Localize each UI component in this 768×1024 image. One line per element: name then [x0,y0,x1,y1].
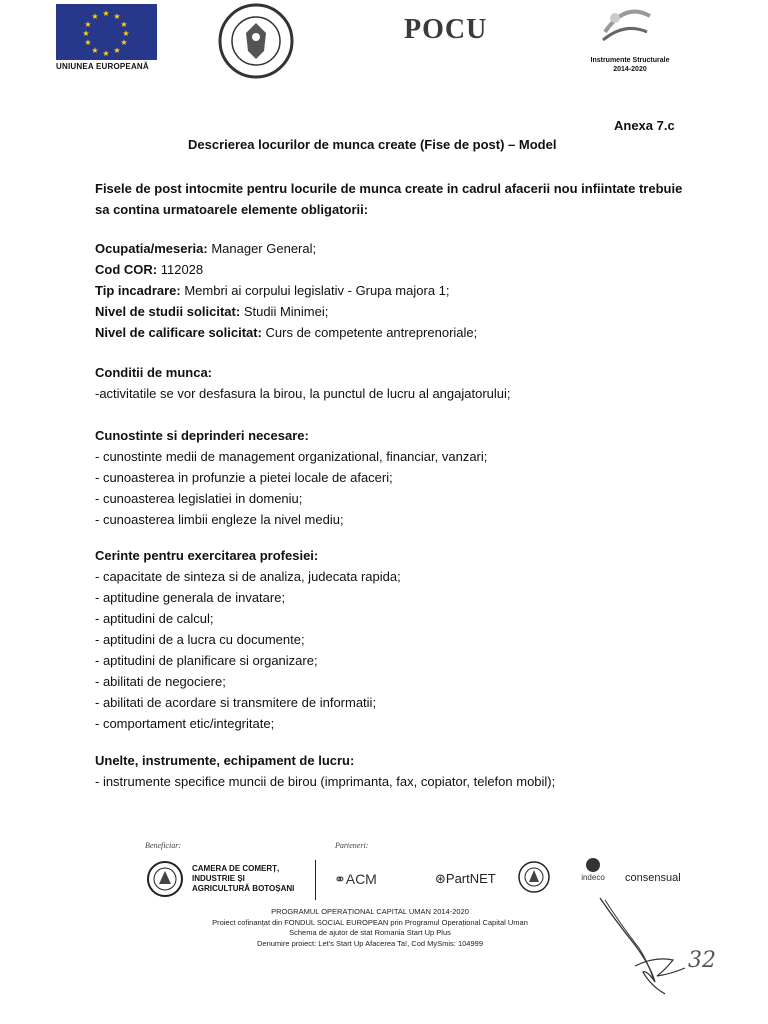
pocu-logo: POCU [404,14,488,45]
field-label: Tip incadrare: [95,283,181,298]
svg-text:★: ★ [113,46,121,55]
list-item: - aptitudini de calcul; [95,611,214,626]
program-info [160,907,580,949]
partner-seal-logo [517,860,551,894]
list-item: - cunoasterea legislatiei in domeniu; [95,491,303,506]
field-value: Studii Minimei; [240,304,329,319]
svg-text:★: ★ [84,38,92,47]
field-value: Membri ai corpului legislativ - Grupa majora 1; [180,283,450,298]
field-employment-type [95,280,735,301]
svg-text:★: ★ [91,12,99,21]
partner-acm-logo [334,871,377,888]
field-occupation [95,238,735,259]
field-qualification-level [95,322,735,343]
beneficiary-name [192,864,294,894]
list-item: - abilitati de negociere; [95,674,226,689]
section-heading: Cunostinte si deprinderi necesare: [95,428,309,443]
handwritten-signature [595,890,725,1000]
job-fields [95,238,735,343]
partners-label: Parteneri: [335,841,369,850]
field-label: Nivel de studii solicitat: [95,304,241,319]
field-label: Ocupatia/meseria: [95,241,208,256]
beneficiary-label: Beneficiar: [145,841,181,850]
page-number: 32 [688,948,716,973]
field-label: Cod COR: [95,262,158,277]
partner-name: ACM [345,871,377,887]
svg-text:★: ★ [102,9,110,18]
svg-text:★: ★ [91,46,99,55]
svg-text:★: ★ [84,20,92,29]
list-item: - capacitate de sinteza si de analiza, judecata rapida; [95,569,401,584]
svg-text:★: ★ [82,29,90,38]
field-cor-code [95,259,735,280]
beneficiary-name-line: INDUSTRIE ȘI [192,874,245,883]
list-item: - aptitudine generala de invatare; [95,590,286,605]
svg-text:★: ★ [120,20,128,29]
svg-text:★: ★ [102,49,110,58]
chamber-of-commerce-seal [146,860,184,898]
partnet-icon: ⊛ [435,871,446,886]
structural-instruments-years: 2014-2020 [613,66,647,73]
svg-text:★: ★ [113,12,121,21]
field-value: Manager General; [207,241,317,256]
section-knowledge [95,425,735,530]
footer-divider [315,860,316,900]
list-item: - instrumente specifice muncii de birou (imprimanta, fax, copiator, telefon mobil); [95,774,556,789]
partner-name: indeco [581,873,605,882]
indeco-icon [586,858,600,872]
list-item: - cunostinte medii de management organizational, financiar, vanzari; [95,449,488,464]
partner-partnet-logo [435,871,496,887]
field-education-level [95,301,735,322]
svg-text:★: ★ [122,29,130,38]
annex-label: Anexa 7.c [614,118,675,133]
section-tools [95,750,735,792]
structural-instruments-logo [595,2,655,52]
partner-name: PartNET [445,871,496,886]
list-item: - abilitati de acordare si transmitere de informatii; [95,695,377,710]
government-seal-logo [218,3,294,79]
list-item: - cunoasterea in profunzie a pietei locale de afaceri; [95,470,393,485]
acm-icon: ⚭ [334,871,346,887]
program-line: Proiect cofinanțat din FONDUL SOCIAL EUROPEAN prin Programul Operațional Capital Uman [212,917,528,927]
list-item: - comportament etic/integritate; [95,716,275,731]
beneficiary-name-line: CAMERA DE COMERȚ, [192,864,280,873]
field-label: Nivel de calificare solicitat: [95,325,262,340]
list-item: - cunoasterea limbii engleze la nivel mediu; [95,512,344,527]
structural-instruments-label [576,56,684,74]
beneficiary-name-line: AGRICULTURĂ BOTOȘANI [192,884,295,893]
field-value: Curs de competente antreprenoriale; [261,325,478,340]
partner-indeco-logo [575,858,611,882]
partner-consensual-logo: consensual [625,872,681,884]
eu-label: UNIUNEA EUROPEANĂ [56,62,149,71]
program-line: PROGRAMUL OPERAȚIONAL CAPITAL UMAN 2014-2020 [271,907,469,916]
intro-paragraph: Fisele de post intocmite pentru locurile de munca create in cadrul afacerii nou infiintate trebuie sa contina urmatoarele elemente obligatorii: [95,181,683,217]
section-heading: Conditii de munca: [95,365,212,380]
section-work-conditions [95,362,735,404]
document-title: Descrierea locurilor de munca create (Fise de post) – Model [188,137,557,152]
field-value: 112028 [157,262,204,277]
list-item: - aptitudini de planificare si organizare; [95,653,318,668]
eu-flag-logo [56,4,157,60]
list-item: -activitatile se vor desfasura la birou, la punctul de lucru al angajatorului; [95,386,511,401]
section-requirements [95,545,735,734]
program-line: Schema de ajutor de stat Romania Start Up Plus [289,928,451,937]
list-item: - aptitudini de a lucra cu documente; [95,632,305,647]
structural-instruments-name: Instrumente Structurale [590,57,670,64]
section-heading: Cerinte pentru exercitarea profesiei: [95,548,319,563]
section-heading: Unelte, instrumente, echipament de lucru: [95,753,355,768]
svg-text:★: ★ [120,38,128,47]
program-line: Denumire proiect: Let's Start Up Afacerea Ta!, Cod MySmis: 104999 [257,938,483,948]
